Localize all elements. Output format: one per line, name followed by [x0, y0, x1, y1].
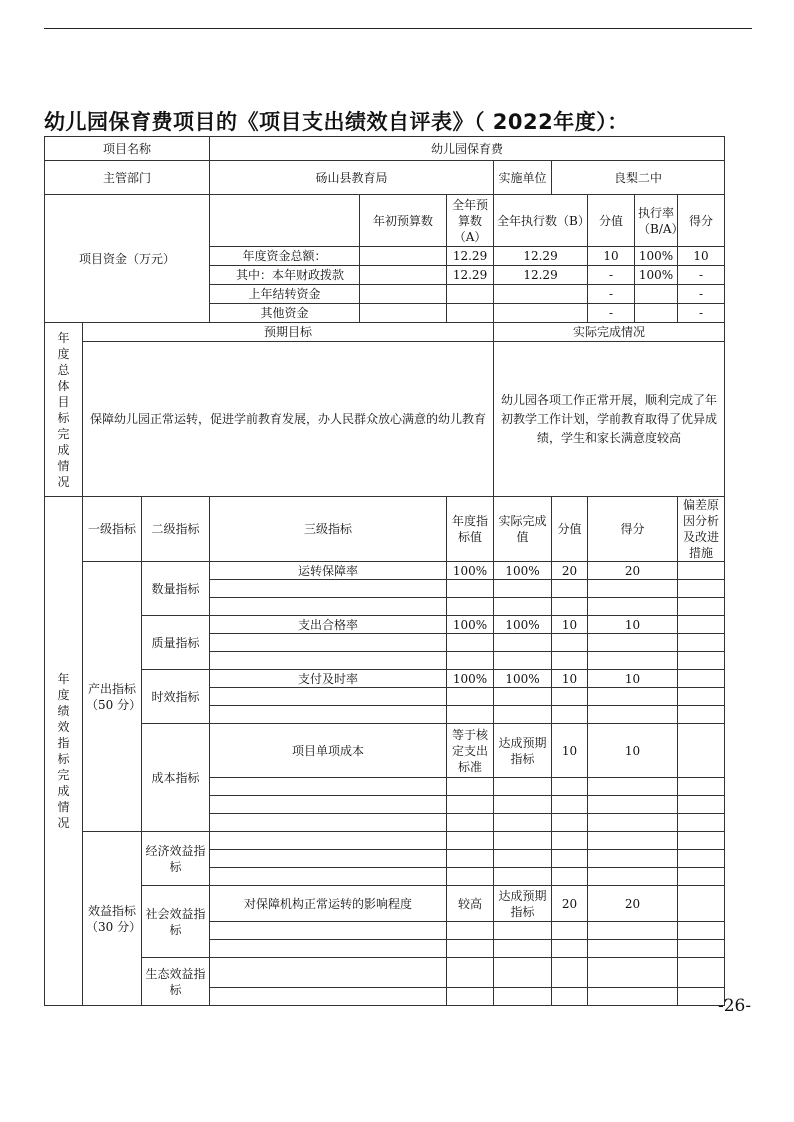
quantity-item: 运转保障率 — [210, 562, 447, 580]
empty-cell — [678, 922, 725, 940]
timeliness-actual: 100% — [494, 670, 552, 688]
quantity-score: 20 — [588, 562, 678, 580]
empty-cell — [678, 832, 725, 850]
empty-cell — [210, 940, 447, 958]
empty-cell — [494, 922, 552, 940]
empty-cell — [210, 988, 447, 1006]
empty-cell — [210, 796, 447, 814]
empty-cell — [210, 778, 447, 796]
funds-row-exec: 12.29 — [494, 247, 588, 266]
cost-value: 10 — [552, 724, 588, 778]
funds-col-annual: 全年预算数（A） — [447, 195, 494, 247]
benefit-points: （30 分） — [86, 919, 142, 934]
funds-row-initial — [360, 304, 447, 323]
empty-cell — [210, 868, 447, 886]
empty-cell — [552, 922, 588, 940]
empty-cell — [447, 922, 494, 940]
empty-cell — [552, 832, 588, 850]
cost-item: 项目单项成本 — [210, 724, 447, 778]
funds-row-name: 其他资金 — [210, 304, 360, 323]
empty-cell — [447, 706, 494, 724]
empty-cell — [588, 598, 678, 616]
empty-cell — [552, 796, 588, 814]
empty-cell — [552, 652, 588, 670]
timeliness-reason — [678, 670, 725, 688]
funds-row-name: 其中：本年财政拨款 — [210, 266, 360, 285]
timeliness-value: 10 — [552, 670, 588, 688]
empty-cell — [210, 688, 447, 706]
timeliness-item: 支付及时率 — [210, 670, 447, 688]
funds-row-annual — [447, 285, 494, 304]
empty-cell — [494, 832, 552, 850]
social-item: 对保障机构正常运转的影响程度 — [210, 886, 447, 922]
funds-row-annual: 12.29 — [447, 266, 494, 285]
empty-cell — [588, 778, 678, 796]
funds-header-blank — [210, 195, 360, 247]
empty-cell — [494, 652, 552, 670]
empty-cell — [447, 796, 494, 814]
funds-row-name: 年度资金总额： — [210, 247, 360, 266]
empty-cell — [447, 832, 494, 850]
empty-cell — [494, 868, 552, 886]
actual-goal-label: 实际完成情况 — [494, 323, 725, 342]
project-name-label: 项目名称 — [45, 137, 210, 161]
timeliness-indicator: 时效指标 — [142, 670, 210, 724]
empty-cell — [210, 832, 447, 850]
ecological-indicator: 生态效益指标 — [142, 958, 210, 1006]
empty-cell — [447, 778, 494, 796]
cost-target: 等于核定支出标准 — [447, 724, 494, 778]
cost-score: 10 — [588, 724, 678, 778]
empty-cell — [588, 832, 678, 850]
empty-cell — [494, 814, 552, 832]
funds-col-score: 得分 — [678, 195, 725, 247]
social-value: 20 — [552, 886, 588, 922]
empty-cell — [552, 868, 588, 886]
funds-col-score-value: 分值 — [588, 195, 635, 247]
empty-cell — [588, 580, 678, 598]
funds-row-rate — [635, 285, 678, 304]
project-name: 幼儿园保育费 — [210, 137, 725, 161]
funds-col-exec: 全年执行数（B） — [494, 195, 588, 247]
benefit-label: 效益指标 — [87, 903, 136, 918]
empty-cell — [494, 580, 552, 598]
quality-value: 10 — [552, 616, 588, 634]
empty-cell — [447, 652, 494, 670]
funds-col-initial: 年初预算数 — [360, 195, 447, 247]
empty-cell — [588, 868, 678, 886]
funds-row-score: - — [678, 285, 725, 304]
actual-goal-text: 幼儿园各项工作正常开展，顺利完成了年初教学工作计划，学前教育取得了优异成绩，学生和家长满意度较高 — [494, 342, 725, 497]
quality-actual: 100% — [494, 616, 552, 634]
empty-cell — [494, 634, 552, 652]
timeliness-score: 10 — [588, 670, 678, 688]
empty-cell — [494, 988, 552, 1006]
output-indicator-label — [83, 562, 142, 832]
empty-cell — [588, 634, 678, 652]
empty-cell — [552, 940, 588, 958]
empty-cell — [588, 796, 678, 814]
empty-cell — [210, 580, 447, 598]
funds-row-exec — [494, 304, 588, 323]
social-reason — [678, 886, 725, 922]
funds-row-initial — [360, 247, 447, 266]
header-rule — [44, 28, 752, 29]
perf-col-level3: 三级指标 — [210, 497, 447, 562]
quantity-indicator: 数量指标 — [142, 562, 210, 616]
empty-cell — [552, 634, 588, 652]
empty-cell — [588, 940, 678, 958]
perf-col-reason: 偏差原因分析及改进措施 — [678, 497, 725, 562]
empty-cell — [552, 850, 588, 868]
empty-cell — [678, 958, 725, 988]
empty-cell — [678, 706, 725, 724]
empty-cell — [678, 796, 725, 814]
empty-cell — [678, 778, 725, 796]
empty-cell — [588, 652, 678, 670]
dept-value: 砀山县教育局 — [210, 161, 494, 195]
benefit-indicator-label — [83, 832, 142, 1006]
funds-row-rate: 100% — [635, 247, 678, 266]
empty-cell — [552, 778, 588, 796]
economic-indicator: 经济效益指标 — [142, 832, 210, 886]
empty-cell — [552, 688, 588, 706]
perf-label: 年 度 绩 效 指 标 完 成 情 况 — [45, 497, 83, 1006]
output-label: 产出指标 — [87, 681, 136, 696]
empty-cell — [210, 850, 447, 868]
empty-cell — [447, 850, 494, 868]
empty-cell — [447, 688, 494, 706]
cost-indicator: 成本指标 — [142, 724, 210, 832]
cost-actual: 达成预期指标 — [494, 724, 552, 778]
funds-row-value: - — [588, 285, 635, 304]
funds-row-value: - — [588, 266, 635, 285]
perf-col-level2: 二级指标 — [142, 497, 210, 562]
perf-col-value: 分值 — [552, 497, 588, 562]
social-target: 较高 — [447, 886, 494, 922]
impl-value: 良梨二中 — [552, 161, 725, 195]
quality-reason — [678, 616, 725, 634]
empty-cell — [447, 958, 494, 988]
social-score: 20 — [588, 886, 678, 922]
quantity-target: 100% — [447, 562, 494, 580]
dept-label: 主管部门 — [45, 161, 210, 195]
perf-col-level1: 一级指标 — [83, 497, 142, 562]
empty-cell — [210, 598, 447, 616]
perf-col-score: 得分 — [588, 497, 678, 562]
social-actual: 达成预期指标 — [494, 886, 552, 922]
funds-row-rate — [635, 304, 678, 323]
empty-cell — [494, 706, 552, 724]
empty-cell — [678, 850, 725, 868]
self-evaluation-table — [44, 136, 725, 1006]
empty-cell — [588, 706, 678, 724]
empty-cell — [678, 652, 725, 670]
empty-cell — [678, 688, 725, 706]
empty-cell — [494, 688, 552, 706]
expected-goal-label: 预期目标 — [83, 323, 494, 342]
quantity-reason — [678, 562, 725, 580]
empty-cell — [588, 850, 678, 868]
output-points: （50 分） — [86, 697, 142, 712]
empty-cell — [210, 634, 447, 652]
funds-row-initial — [360, 285, 447, 304]
empty-cell — [210, 922, 447, 940]
empty-cell — [552, 958, 588, 988]
empty-cell — [447, 940, 494, 958]
empty-cell — [494, 940, 552, 958]
empty-cell — [494, 778, 552, 796]
quantity-actual: 100% — [494, 562, 552, 580]
empty-cell — [210, 958, 447, 988]
empty-cell — [494, 958, 552, 988]
funds-row-exec — [494, 285, 588, 304]
empty-cell — [494, 796, 552, 814]
empty-cell — [552, 598, 588, 616]
empty-cell — [447, 868, 494, 886]
quality-indicator: 质量指标 — [142, 616, 210, 670]
empty-cell — [678, 940, 725, 958]
empty-cell — [588, 988, 678, 1006]
quantity-value: 20 — [552, 562, 588, 580]
perf-col-target: 年度指标值 — [447, 497, 494, 562]
empty-cell — [678, 580, 725, 598]
funds-row-exec: 12.29 — [494, 266, 588, 285]
empty-cell — [210, 814, 447, 832]
quality-target: 100% — [447, 616, 494, 634]
cost-reason — [678, 724, 725, 778]
empty-cell — [447, 634, 494, 652]
empty-cell — [678, 814, 725, 832]
empty-cell — [552, 814, 588, 832]
funds-row-annual — [447, 304, 494, 323]
page-number: -26- — [718, 996, 752, 1016]
impl-label: 实施单位 — [494, 161, 552, 195]
quality-score: 10 — [588, 616, 678, 634]
funds-row-score: 10 — [678, 247, 725, 266]
goals-label: 年 度 总 体 目 标 完 成 情 况 — [45, 323, 83, 497]
empty-cell — [210, 652, 447, 670]
empty-cell — [447, 598, 494, 616]
empty-cell — [678, 634, 725, 652]
timeliness-target: 100% — [447, 670, 494, 688]
social-indicator: 社会效益指标 — [142, 886, 210, 958]
funds-row-annual: 12.29 — [447, 247, 494, 266]
empty-cell — [552, 988, 588, 1006]
empty-cell — [210, 706, 447, 724]
empty-cell — [588, 814, 678, 832]
funds-col-rate: 执行率（B/A） — [635, 195, 678, 247]
empty-cell — [447, 988, 494, 1006]
empty-cell — [588, 688, 678, 706]
empty-cell — [447, 580, 494, 598]
empty-cell — [678, 598, 725, 616]
funds-label: 项目资金（万元） — [45, 195, 210, 323]
empty-cell — [447, 814, 494, 832]
empty-cell — [494, 598, 552, 616]
funds-row-value: 10 — [588, 247, 635, 266]
empty-cell — [678, 868, 725, 886]
funds-row-value: - — [588, 304, 635, 323]
page-title: 幼儿园保育费项目的《项目支出绩效自评表》（ 2022年度）： — [44, 110, 629, 134]
perf-col-actual: 实际完成值 — [494, 497, 552, 562]
empty-cell — [588, 922, 678, 940]
quality-item: 支出合格率 — [210, 616, 447, 634]
empty-cell — [494, 850, 552, 868]
funds-row-name: 上年结转资金 — [210, 285, 360, 304]
empty-cell — [552, 580, 588, 598]
funds-row-score: - — [678, 304, 725, 323]
funds-row-score: - — [678, 266, 725, 285]
funds-row-rate: 100% — [635, 266, 678, 285]
expected-goal-text: 保障幼儿园正常运转，促进学前教育发展，办人民群众放心满意的幼儿教育 — [83, 342, 494, 497]
empty-cell — [552, 706, 588, 724]
empty-cell — [588, 958, 678, 988]
funds-row-initial — [360, 266, 447, 285]
